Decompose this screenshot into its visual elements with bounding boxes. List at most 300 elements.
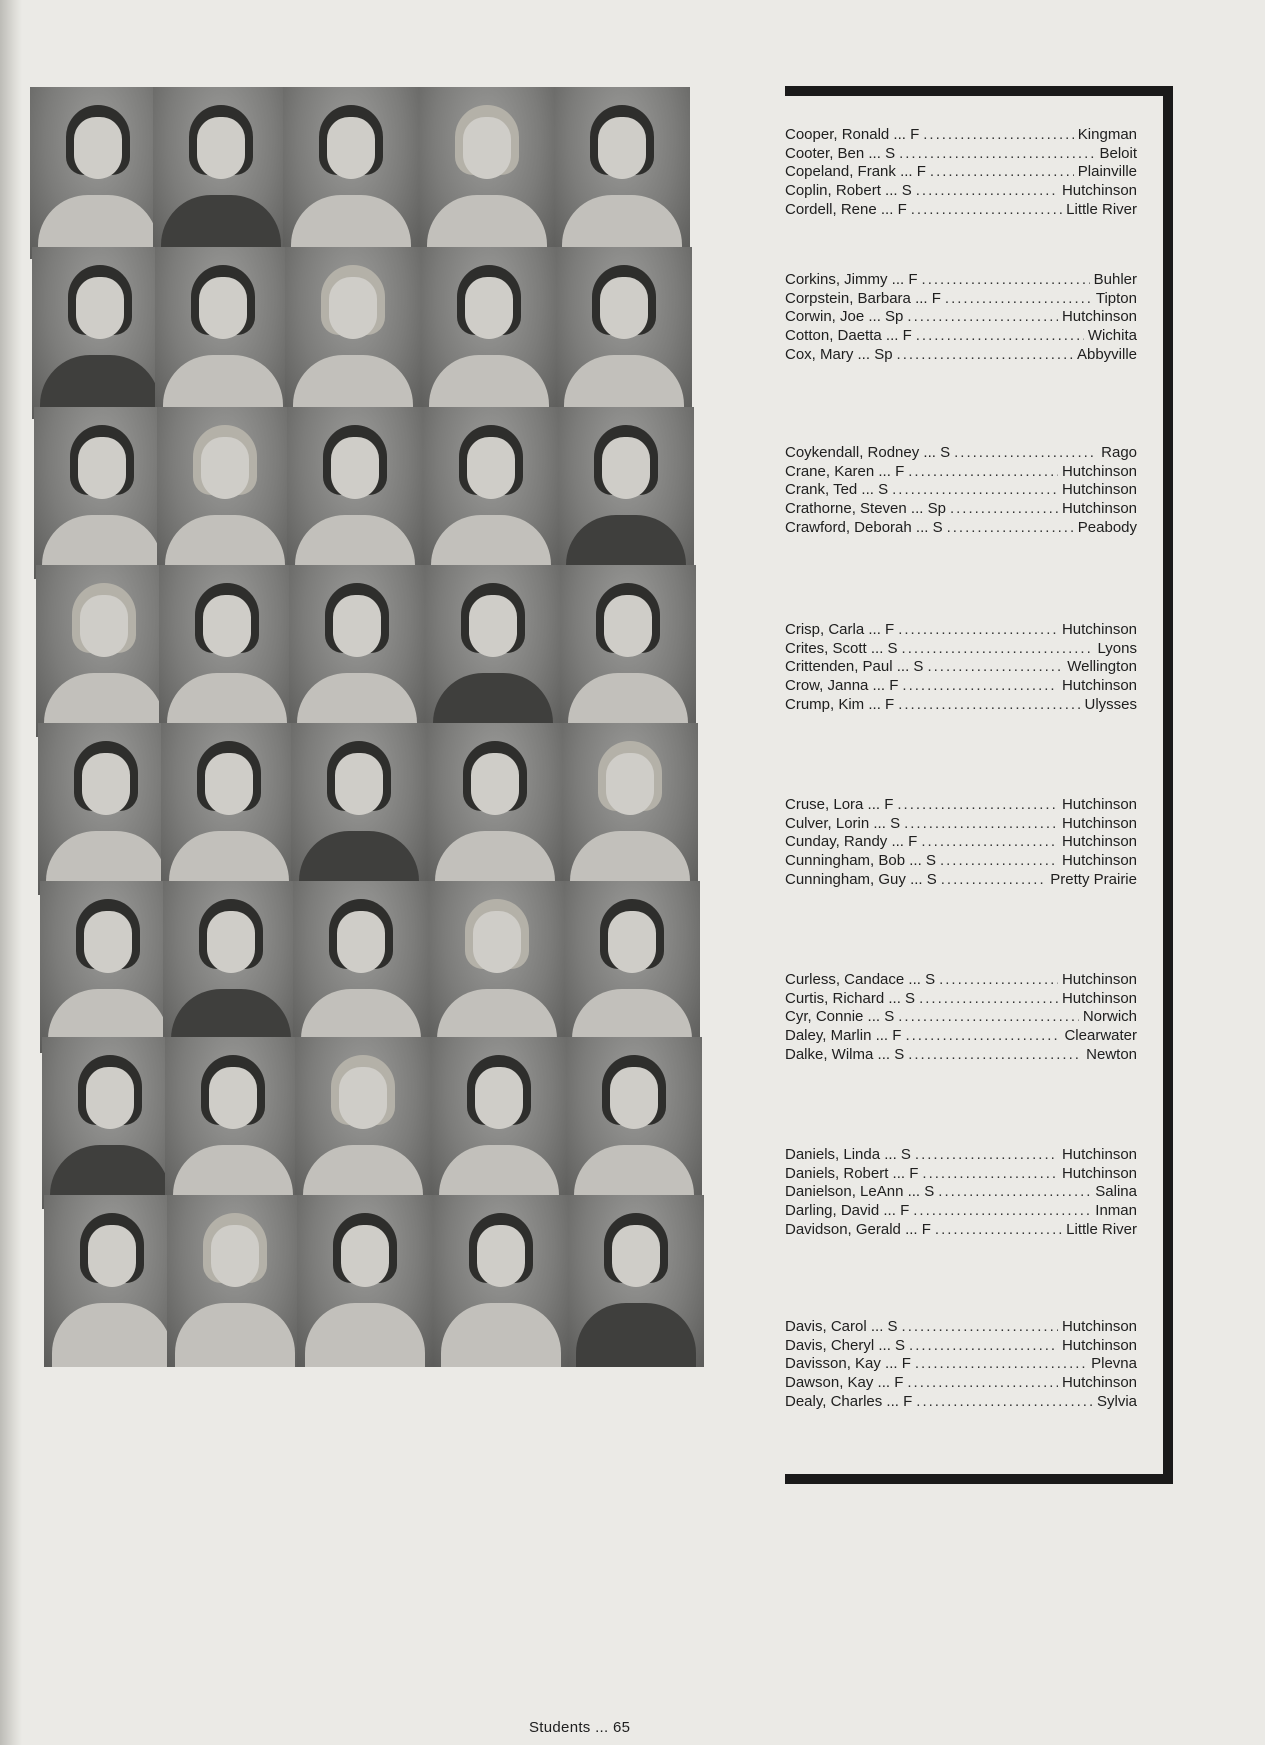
hometown: Pretty Prairie bbox=[1050, 870, 1137, 888]
hometown: Hutchinson bbox=[1061, 621, 1137, 638]
student-portrait bbox=[419, 87, 555, 259]
portrait-face bbox=[197, 117, 245, 179]
separator: ... bbox=[895, 163, 917, 181]
roster-group bbox=[785, 796, 1137, 889]
student-name: Crittenden, Paul bbox=[785, 658, 893, 676]
roster-entry bbox=[785, 796, 1137, 815]
portrait-face bbox=[203, 595, 251, 657]
roster-group bbox=[785, 971, 1137, 1064]
separator: ... bbox=[876, 200, 898, 218]
student-portrait bbox=[431, 1037, 567, 1209]
student-class: S bbox=[884, 1008, 895, 1026]
student-name: Coykendall, Rodney bbox=[785, 444, 920, 461]
leader-dots bbox=[915, 1355, 1087, 1374]
portrait-face bbox=[211, 1225, 259, 1287]
hometown: Kingman bbox=[1077, 126, 1137, 143]
student-class: S bbox=[894, 1045, 905, 1063]
separator: ... bbox=[919, 444, 941, 461]
leader-dots bbox=[938, 1183, 1091, 1202]
separator: ... bbox=[864, 695, 886, 713]
student-portrait bbox=[163, 881, 299, 1053]
roster-entry bbox=[785, 971, 1137, 990]
student-class: F bbox=[892, 1027, 902, 1045]
roster-entry bbox=[785, 346, 1137, 365]
leader-dots bbox=[915, 1146, 1058, 1165]
separator: ... bbox=[873, 1374, 895, 1392]
roster-entry bbox=[785, 126, 1137, 145]
student-portrait bbox=[297, 1195, 433, 1367]
hometown: Plainville bbox=[1077, 163, 1137, 181]
student-name: Cox, Mary bbox=[785, 345, 854, 363]
student-portrait bbox=[155, 247, 291, 419]
student-portrait bbox=[556, 247, 692, 419]
student-class: S bbox=[901, 182, 912, 200]
leader-dots bbox=[907, 1374, 1058, 1393]
separator: ... bbox=[871, 1027, 893, 1045]
portrait-face bbox=[471, 753, 519, 815]
portrait-face bbox=[335, 753, 383, 815]
hometown: Rago bbox=[1101, 444, 1137, 461]
separator: ... bbox=[874, 462, 896, 480]
portrait-face bbox=[604, 595, 652, 657]
student-name: Coplin, Robert bbox=[785, 182, 881, 200]
hometown: Newton bbox=[1086, 1045, 1137, 1063]
portrait-grid bbox=[30, 87, 770, 1487]
leader-dots bbox=[947, 519, 1074, 538]
separator: ... bbox=[887, 271, 909, 288]
roster-entry bbox=[785, 677, 1137, 696]
roster-group bbox=[785, 126, 1137, 219]
leader-dots bbox=[908, 463, 1058, 482]
hometown: Sylvia bbox=[1096, 1392, 1137, 1410]
student-class: S bbox=[932, 518, 943, 536]
student-class: S bbox=[900, 1146, 911, 1163]
student-class: F bbox=[901, 1355, 911, 1373]
leader-dots bbox=[941, 871, 1047, 890]
hometown: Little River bbox=[1066, 200, 1137, 218]
separator: ... bbox=[906, 500, 928, 518]
student-portrait bbox=[568, 1195, 704, 1367]
roster-entry bbox=[785, 308, 1137, 327]
portrait-body bbox=[305, 1303, 425, 1367]
portrait-face bbox=[331, 437, 379, 499]
roster-entry bbox=[785, 182, 1137, 201]
hometown: Tipton bbox=[1095, 289, 1137, 307]
student-class: F bbox=[909, 1164, 919, 1182]
roster-entry bbox=[785, 640, 1137, 659]
separator: ... bbox=[874, 1336, 896, 1354]
roster-entry bbox=[785, 271, 1137, 290]
student-name: Crump, Kim bbox=[785, 695, 865, 713]
roster-entry bbox=[785, 519, 1137, 538]
portrait-face bbox=[327, 117, 375, 179]
leader-dots bbox=[907, 308, 1058, 327]
leader-dots bbox=[909, 1337, 1058, 1356]
hometown: Hutchinson bbox=[1061, 796, 1137, 813]
roster-entry bbox=[785, 1008, 1137, 1027]
leader-dots bbox=[902, 1318, 1058, 1337]
leader-dots bbox=[905, 1027, 1060, 1046]
student-class: S bbox=[940, 444, 951, 461]
student-class: F bbox=[885, 621, 895, 638]
hometown: Hutchinson bbox=[1061, 971, 1137, 988]
leader-dots bbox=[897, 346, 1073, 365]
leader-dots bbox=[908, 1046, 1082, 1065]
roster-entry bbox=[785, 1374, 1137, 1393]
separator: ... bbox=[888, 1164, 910, 1182]
leader-dots bbox=[930, 163, 1074, 182]
student-name: Corwin, Joe bbox=[785, 308, 865, 326]
leader-dots bbox=[939, 971, 1058, 990]
hometown: Hutchinson bbox=[1061, 462, 1137, 480]
student-name: Davisson, Kay bbox=[785, 1355, 881, 1373]
student-class: S bbox=[885, 144, 896, 162]
student-portrait bbox=[285, 247, 421, 419]
leader-dots bbox=[913, 1202, 1091, 1221]
roster-entry bbox=[785, 163, 1137, 182]
student-class: F bbox=[894, 1374, 904, 1392]
roster-group bbox=[785, 271, 1137, 364]
roster-entry bbox=[785, 145, 1137, 164]
roster-entry bbox=[785, 990, 1137, 1009]
hometown: Hutchinson bbox=[1061, 677, 1137, 695]
roster-entry bbox=[785, 444, 1137, 463]
student-portrait bbox=[165, 1037, 301, 1209]
portrait-face bbox=[463, 117, 511, 179]
portrait-face bbox=[78, 437, 126, 499]
roster-entry bbox=[785, 1183, 1137, 1202]
portrait-body bbox=[52, 1303, 172, 1367]
student-name: Cordell, Rene bbox=[785, 200, 877, 218]
student-class: Sp bbox=[885, 308, 904, 326]
separator: ... bbox=[864, 621, 886, 638]
student-class: F bbox=[908, 833, 918, 851]
student-class: S bbox=[905, 989, 916, 1007]
student-class: F bbox=[931, 289, 941, 307]
separator: ... bbox=[911, 518, 933, 536]
student-portrait bbox=[558, 407, 694, 579]
portrait-face bbox=[339, 1067, 387, 1129]
separator: ... bbox=[882, 1392, 904, 1410]
separator: ... bbox=[864, 308, 886, 326]
roster-entry bbox=[785, 621, 1137, 640]
hometown: Hutchinson bbox=[1061, 814, 1137, 832]
student-portrait bbox=[42, 1037, 178, 1209]
hometown: Hutchinson bbox=[1061, 1164, 1137, 1182]
student-name: Curtis, Richard bbox=[785, 989, 885, 1007]
portrait-face bbox=[473, 911, 521, 973]
student-portrait bbox=[157, 407, 293, 579]
student-portrait bbox=[167, 1195, 303, 1367]
portrait-face bbox=[207, 911, 255, 973]
leader-dots bbox=[902, 677, 1058, 696]
leader-dots bbox=[916, 1393, 1093, 1412]
student-class: F bbox=[897, 200, 907, 218]
student-portrait bbox=[566, 1037, 702, 1209]
student-class: Sp bbox=[927, 500, 946, 518]
portrait-face bbox=[82, 753, 130, 815]
student-name: Davis, Carol bbox=[785, 1318, 867, 1335]
roster-entry bbox=[785, 1355, 1137, 1374]
hometown: Hutchinson bbox=[1061, 182, 1137, 200]
student-name: Crow, Janna bbox=[785, 677, 869, 695]
hometown: Hutchinson bbox=[1061, 500, 1137, 518]
leader-dots bbox=[940, 852, 1058, 871]
student-name: Cooter, Ben bbox=[785, 144, 865, 162]
student-portrait bbox=[153, 87, 289, 259]
student-name: Crisp, Carla bbox=[785, 621, 865, 638]
student-portrait bbox=[562, 723, 698, 895]
separator: ... bbox=[853, 345, 875, 363]
hometown: Wichita bbox=[1087, 327, 1137, 345]
student-class: S bbox=[890, 814, 901, 832]
separator: ... bbox=[869, 814, 891, 832]
student-portrait bbox=[425, 565, 561, 737]
portrait-face bbox=[201, 437, 249, 499]
leader-dots bbox=[922, 271, 1090, 290]
roster-entry bbox=[785, 658, 1137, 677]
hometown: Plevna bbox=[1091, 1355, 1137, 1373]
portrait-face bbox=[465, 277, 513, 339]
portrait-body bbox=[576, 1303, 696, 1367]
separator: ... bbox=[863, 1008, 885, 1026]
student-class: F bbox=[921, 1220, 931, 1238]
separator: ... bbox=[892, 658, 914, 676]
hometown: Little River bbox=[1066, 1220, 1137, 1238]
portrait-face bbox=[475, 1067, 523, 1129]
leader-dots bbox=[927, 658, 1063, 677]
hometown: Inman bbox=[1095, 1202, 1137, 1220]
separator: ... bbox=[880, 1355, 902, 1373]
separator: ... bbox=[884, 989, 906, 1007]
roster-entry bbox=[785, 1318, 1137, 1337]
student-class: S bbox=[895, 1336, 906, 1354]
leader-dots bbox=[911, 201, 1062, 220]
student-portrait bbox=[40, 881, 176, 1053]
student-name: Dalke, Wilma bbox=[785, 1045, 874, 1063]
student-class: F bbox=[889, 677, 899, 695]
leader-dots bbox=[892, 481, 1058, 500]
separator: ... bbox=[873, 1045, 895, 1063]
portrait-face bbox=[337, 911, 385, 973]
portrait-face bbox=[602, 437, 650, 499]
student-portrait bbox=[554, 87, 690, 259]
separator: ... bbox=[880, 1146, 901, 1163]
roster-entry bbox=[785, 1046, 1137, 1065]
portrait-face bbox=[612, 1225, 660, 1287]
hometown: Norwich bbox=[1082, 1008, 1137, 1026]
student-name: Corpstein, Barbara bbox=[785, 289, 911, 307]
hometown: Buhler bbox=[1093, 271, 1137, 288]
hometown: Peabody bbox=[1077, 518, 1137, 536]
leader-dots bbox=[897, 796, 1058, 815]
student-class: S bbox=[913, 658, 924, 676]
student-name: Cruse, Lora bbox=[785, 796, 864, 813]
roster-group bbox=[785, 1318, 1137, 1411]
roster-entry bbox=[785, 1027, 1137, 1046]
student-portrait bbox=[30, 87, 166, 259]
roster-entry bbox=[785, 696, 1137, 715]
separator: ... bbox=[903, 1183, 925, 1201]
portrait-body bbox=[175, 1303, 295, 1367]
portrait-face bbox=[329, 277, 377, 339]
student-class: S bbox=[887, 1318, 898, 1335]
student-portrait bbox=[429, 881, 565, 1053]
student-name: Crane, Karen bbox=[785, 462, 875, 480]
student-class: S bbox=[926, 870, 937, 888]
separator: ... bbox=[863, 796, 885, 813]
page-binding-shadow bbox=[0, 0, 22, 1745]
student-portrait bbox=[433, 1195, 569, 1367]
separator: ... bbox=[881, 327, 903, 345]
student-class: F bbox=[916, 163, 926, 181]
portrait-face bbox=[467, 437, 515, 499]
portrait-face bbox=[606, 753, 654, 815]
student-portrait bbox=[423, 407, 559, 579]
leader-dots bbox=[921, 833, 1058, 852]
roster-group bbox=[785, 444, 1137, 537]
leader-dots bbox=[950, 500, 1058, 519]
student-portrait bbox=[293, 881, 429, 1053]
leader-dots bbox=[898, 621, 1058, 640]
hometown: Hutchinson bbox=[1061, 1336, 1137, 1354]
hometown: Wellington bbox=[1067, 658, 1137, 676]
student-class: S bbox=[925, 971, 936, 988]
roster-entry bbox=[785, 1221, 1137, 1240]
hometown: Salina bbox=[1095, 1183, 1137, 1201]
student-portrait bbox=[38, 723, 174, 895]
portrait-face bbox=[88, 1225, 136, 1287]
roster-entry bbox=[785, 201, 1137, 220]
leader-dots bbox=[902, 640, 1094, 659]
student-name: Crawford, Deborah bbox=[785, 518, 912, 536]
separator: ... bbox=[905, 852, 926, 870]
leader-dots bbox=[919, 990, 1058, 1009]
roster-entry bbox=[785, 833, 1137, 852]
roster-entry bbox=[785, 1202, 1137, 1221]
separator: ... bbox=[857, 481, 879, 499]
hometown: Hutchinson bbox=[1061, 308, 1137, 326]
roster-group bbox=[785, 621, 1137, 714]
roster-entry bbox=[785, 500, 1137, 519]
hometown: Hutchinson bbox=[1061, 1146, 1137, 1163]
student-portrait bbox=[36, 565, 172, 737]
student-portrait bbox=[295, 1037, 431, 1209]
roster-group bbox=[785, 1146, 1137, 1239]
portrait-face bbox=[209, 1067, 257, 1129]
student-name: Cunningham, Guy bbox=[785, 870, 906, 888]
hometown: Hutchinson bbox=[1061, 833, 1137, 851]
roster-entry bbox=[785, 871, 1137, 890]
student-class: F bbox=[910, 126, 920, 143]
portrait-face bbox=[598, 117, 646, 179]
hometown: Beloit bbox=[1099, 144, 1137, 162]
portrait-face bbox=[199, 277, 247, 339]
separator: ... bbox=[868, 677, 890, 695]
student-name: Davidson, Gerald bbox=[785, 1220, 901, 1238]
student-name: Cunday, Randy bbox=[785, 833, 888, 851]
student-name: Davis, Cheryl bbox=[785, 1336, 875, 1354]
separator: ... bbox=[889, 126, 911, 143]
separator: ... bbox=[866, 639, 888, 657]
roster-entry bbox=[785, 327, 1137, 346]
student-class: F bbox=[903, 1392, 913, 1410]
student-class: F bbox=[885, 695, 895, 713]
portrait-face bbox=[610, 1067, 658, 1129]
roster-entry bbox=[785, 463, 1137, 482]
student-portrait bbox=[289, 565, 425, 737]
student-portrait bbox=[161, 723, 297, 895]
leader-dots bbox=[898, 696, 1080, 715]
separator: ... bbox=[910, 289, 932, 307]
portrait-face bbox=[205, 753, 253, 815]
student-name: Cyr, Connie bbox=[785, 1008, 864, 1026]
student-portrait bbox=[159, 565, 295, 737]
hometown: Hutchinson bbox=[1061, 1374, 1137, 1392]
student-portrait bbox=[291, 723, 427, 895]
student-class: F bbox=[895, 462, 905, 480]
page-footer: Students ... 65 bbox=[529, 1719, 631, 1736]
separator: ... bbox=[864, 144, 886, 162]
hometown: Abbyville bbox=[1076, 345, 1137, 363]
student-name: Daniels, Linda bbox=[785, 1146, 881, 1163]
leader-dots bbox=[945, 290, 1092, 309]
portrait-face bbox=[86, 1067, 134, 1129]
student-name: Darling, David bbox=[785, 1202, 880, 1220]
student-portrait bbox=[427, 723, 563, 895]
student-name: Daley, Marlin bbox=[785, 1027, 872, 1045]
student-class: F bbox=[900, 1202, 910, 1220]
portrait-face bbox=[600, 277, 648, 339]
hometown: Ulysses bbox=[1084, 695, 1137, 713]
student-class: S bbox=[925, 852, 936, 870]
portrait-face bbox=[477, 1225, 525, 1287]
student-name: Danielson, LeAnn bbox=[785, 1183, 904, 1201]
portrait-face bbox=[608, 911, 656, 973]
leader-dots bbox=[916, 327, 1084, 346]
roster-entry bbox=[785, 1393, 1137, 1412]
separator: ... bbox=[879, 1202, 901, 1220]
student-class: S bbox=[924, 1183, 935, 1201]
portrait-face bbox=[80, 595, 128, 657]
portrait-face bbox=[341, 1225, 389, 1287]
leader-dots bbox=[898, 1008, 1079, 1027]
student-name: Daniels, Robert bbox=[785, 1164, 889, 1182]
student-class: F bbox=[884, 796, 894, 813]
student-name: Cotton, Daetta bbox=[785, 327, 882, 345]
leader-dots bbox=[922, 1165, 1058, 1184]
separator: ... bbox=[900, 1220, 922, 1238]
student-class: S bbox=[878, 481, 889, 499]
portrait-face bbox=[74, 117, 122, 179]
portrait-face bbox=[84, 911, 132, 973]
portrait-body bbox=[441, 1303, 561, 1367]
roster-entry bbox=[785, 852, 1137, 871]
hometown: Clearwater bbox=[1064, 1027, 1137, 1045]
student-name: Dawson, Kay bbox=[785, 1374, 874, 1392]
leader-dots bbox=[916, 182, 1058, 201]
hometown: Hutchinson bbox=[1061, 481, 1137, 499]
student-portrait bbox=[421, 247, 557, 419]
student-name: Copeland, Frank bbox=[785, 163, 896, 181]
separator: ... bbox=[904, 971, 926, 988]
separator: ... bbox=[866, 1318, 888, 1335]
hometown: Lyons bbox=[1097, 639, 1137, 657]
student-name: Cooper, Ronald bbox=[785, 126, 890, 143]
leader-dots bbox=[904, 815, 1058, 834]
student-class: F bbox=[908, 271, 918, 288]
student-portrait bbox=[287, 407, 423, 579]
